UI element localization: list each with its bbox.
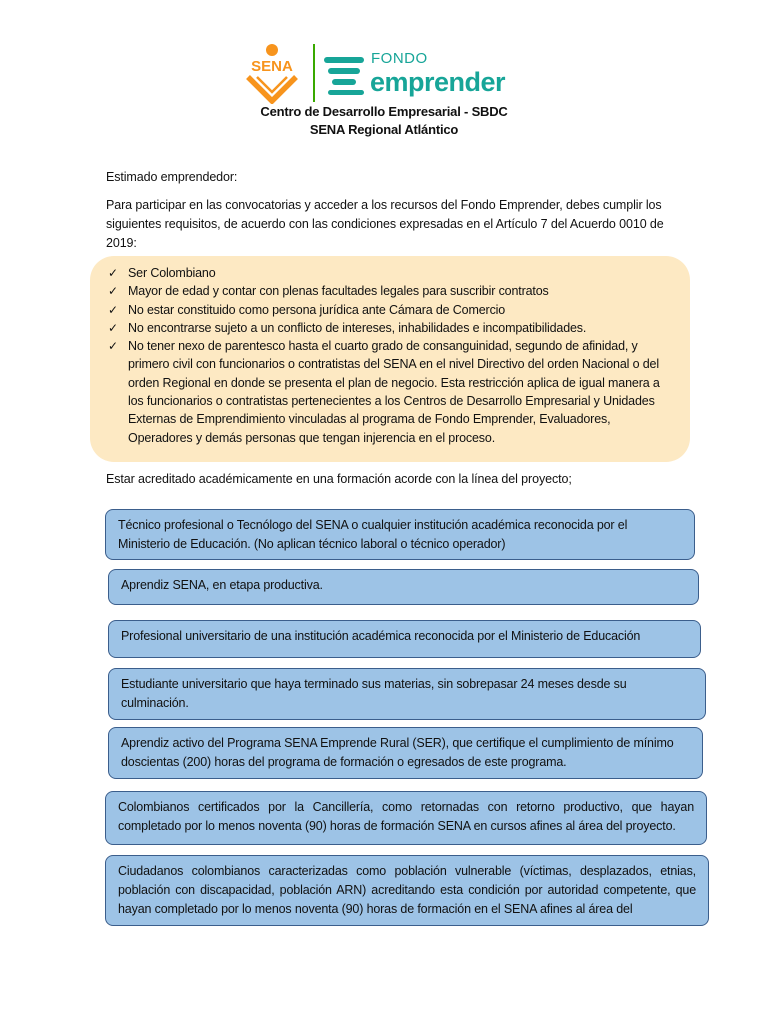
requirement-text: No tener nexo de parentesco hasta el cuarto grado de consanguinidad, segundo de afinidad, y primero civil con funcionarios o contratistas del SENA en el nivel Directivo del orden Nacional o del orden Regional en donde se presenta el plan de negocio. Esta restricción aplica de igual manera a los funcionarios o contratistas pertenecientes a los Centros de Desarrollo Empresarial y Unidades Externas de Emprendimiento vinculadas al programa de Fondo Emprender, Evaluadores, Operadores y demás personas que tengan injerencia en el proceso. — [128, 339, 660, 445]
requirement-text: No encontrarse sujeto a un conflicto de intereses, inhabilidades e incompatibilidades. — [128, 320, 587, 335]
option-sena-emprende-rural: Aprendiz activo del Programa SENA Emprende Rural (SER), que certifique el cumplimiento de mínimo doscientas (200) horas del programa de formación o egresados de este programa. — [108, 727, 703, 779]
requirement-text: No estar constituido como persona jurídica ante Cámara de Comercio — [128, 302, 506, 317]
sena-logo-text: SENA — [251, 58, 293, 75]
logo-header — [0, 38, 768, 108]
fondo-emprender-logo — [324, 48, 534, 98]
check-icon: ✓ — [108, 266, 118, 280]
center-title: Centro de Desarrollo Empresarial - SBDC — [260, 104, 508, 119]
option-poblacion-vulnerable: Ciudadanos colombianos caracterizadas como población vulnerable (víctimas, desplazados, etnias, población con discapacidad, población ARN) acreditando esta condición por autoridad competente, que hayan completado por lo menos noventa (90) horas de formación en el SENA afines al área del — [105, 855, 709, 926]
check-icon: ✓ — [108, 302, 118, 317]
option-tecnico-tecnologo: Técnico profesional o Tecnólogo del SENA o cualquier institución académica reconocida por el Ministerio de Educación. (No aplican técnico laboral o técnico operador) — [105, 509, 695, 560]
check-icon: ✓ — [108, 284, 118, 299]
check-icon: ✓ — [108, 320, 118, 335]
accreditation-paragraph: Estar acreditado académicamente en una formación acorde con la línea del proyecto; — [106, 472, 572, 486]
option-retornados-cancilleria: Colombianos certificados por la Cancillería, como retornadas con retorno productivo, que hayan completado por lo menos noventa (90) horas de formación SENA en cursos afines al área del proyecto. — [105, 791, 707, 845]
option-estudiante-universitario: Estudiante universitario que haya terminado sus materias, sin sobrepasar 24 meses desde su culminación. — [108, 668, 706, 720]
requirement-item — [108, 264, 678, 282]
requirement-item — [108, 319, 678, 337]
requirement-item — [108, 337, 678, 447]
regional-subtitle: SENA Regional Atlántico — [309, 122, 459, 137]
intro-paragraph: Para participar en las convocatorias y acceder a los recursos del Fondo Emprender, debes cumplir los siguientes requisitos, de acuerdo con las condiciones expresadas en el Artículo 7 del Acuerdo 0010 de 2019: — [106, 198, 664, 250]
logo-divider — [313, 44, 315, 102]
fondo-text: FONDO — [371, 50, 428, 67]
sena-logo — [243, 42, 301, 104]
requirement-item — [108, 301, 678, 319]
check-icon: ✓ — [108, 339, 118, 354]
requirements-box — [90, 256, 690, 462]
emprender-text: emprender — [370, 67, 506, 97]
requirement-item — [108, 282, 678, 300]
option-aprendiz-sena: Aprendiz SENA, en etapa productiva. — [108, 569, 699, 605]
option-profesional-universitario: Profesional universitario de una institución académica reconocida por el Ministerio de Educación — [108, 620, 701, 658]
requirement-text: Ser Colombiano — [128, 266, 216, 280]
greeting: Estimado emprendedor: — [106, 170, 238, 184]
requirements-list — [108, 264, 678, 447]
requirement-text: Mayor de edad y contar con plenas facultades legales para suscribir contratos — [128, 284, 549, 299]
